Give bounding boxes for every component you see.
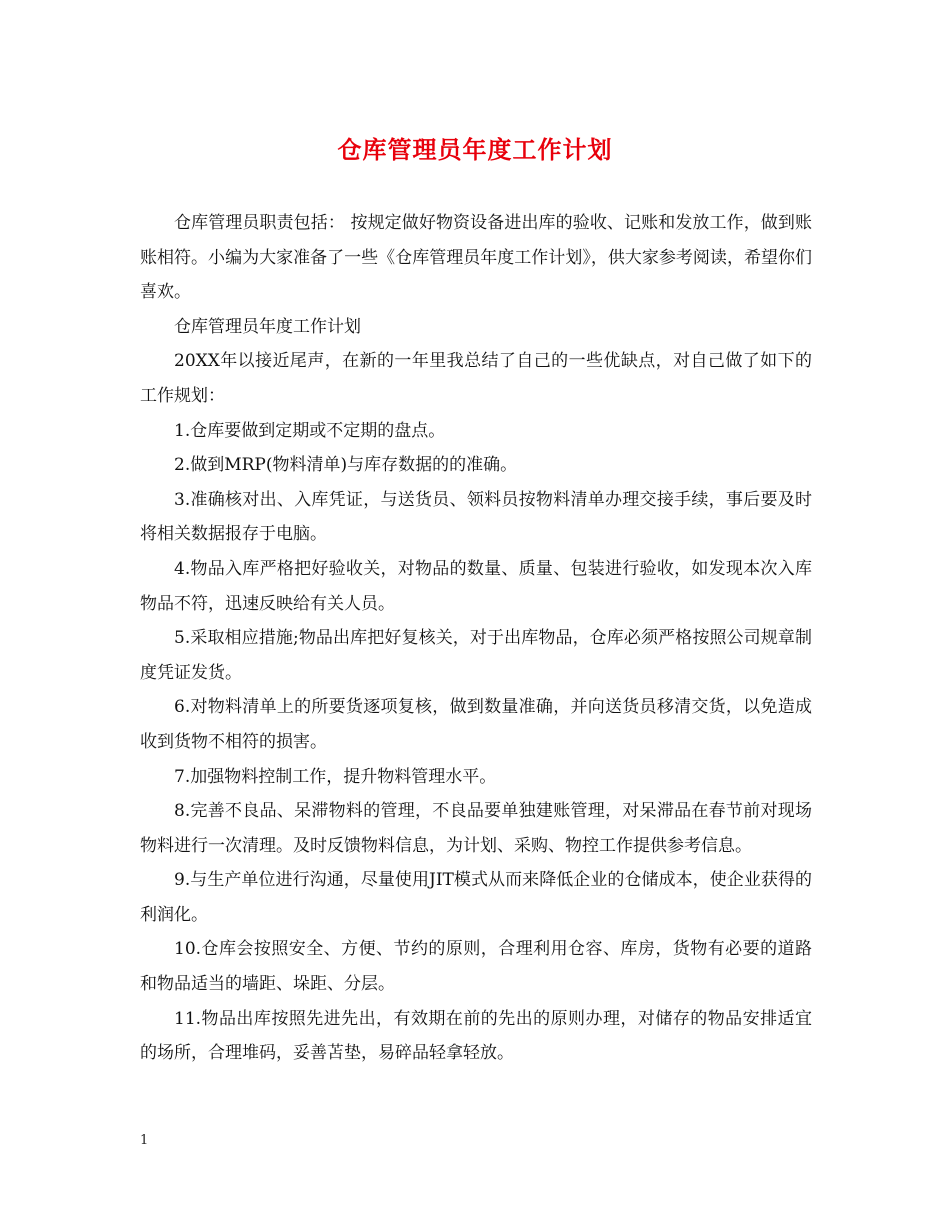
list-item-7: 7.加强物料控制工作，提升物料管理水平。 (174, 766, 497, 787)
list-item-5: 5.采取相应措施;物品出库把好复核关，对于出库物品，仓库必须严格按照公司规章制度凭证发货。 (140, 628, 812, 683)
list-item-11: 11.物品出库按照先进先出，有效期在前的先出的原则办理，对储存的物品安排适宜的场所，合理堆码，妥善苫垫，易碎品轻拿轻放。 (140, 1008, 812, 1064)
list-item-6: 6.对物料清单上的所要货逐项复核，做到数量准确，并向送货员移清交货，以免造成收到货物不相符的损害。 (140, 697, 812, 752)
list-item-10: 10.仓库会按照安全、方便、节约的原则，合理利用仓容、库房，货物有必要的道路和物品适当的墙距、垛距、分层。 (140, 939, 812, 995)
list-item-4: 4.物品入库严格把好验收关，对物品的数量、质量、包装进行验收，如发现本次入库物品不符，迅速反映给有关人员。 (140, 558, 812, 614)
paragraph-summary: 20XX年以接近尾声，在新的一年里我总结了自己的一些优缺点，对自己做了如下的工作规划： (140, 351, 812, 406)
document-body (140, 206, 812, 1071)
list-item-1: 1.仓库要做到定期或不定期的盘点。 (174, 420, 446, 441)
list-item-9: 9.与生产单位进行沟通，尽量使用JIT模式从而来降低企业的仓储成本，使企业获得的利润化。 (140, 870, 812, 925)
list-item-2: 2.做到MRP(物料清单)与库存数据的的准确。 (174, 455, 518, 476)
document-title: 仓库管理员年度工作计划 (337, 135, 613, 164)
list-item-3: 3.准确核对出、入库凭证，与送货员、领料员按物料清单办理交接手续，事后要及时将相关数据报存于电脑。 (140, 489, 812, 545)
paragraph-intro: 仓库管理员职责包括： 按规定做好物资设备进出库的验收、记账和发放工作，做到账账相符。小编为大家准备了一些《仓库管理员年度工作计划》，供大家参考阅读，希望你们喜欢。 (140, 213, 812, 303)
list-item-8: 8.完善不良品、呆滞物料的管理，不良品要单独建账管理，对呆滞品在春节前对现场物料进行一次清理。及时反馈物料信息，为计划、采购、物控工作提供参考信息。 (140, 801, 812, 856)
paragraph-subtitle: 仓库管理员年度工作计划 (174, 316, 361, 337)
page-number: 1 (140, 1133, 149, 1148)
